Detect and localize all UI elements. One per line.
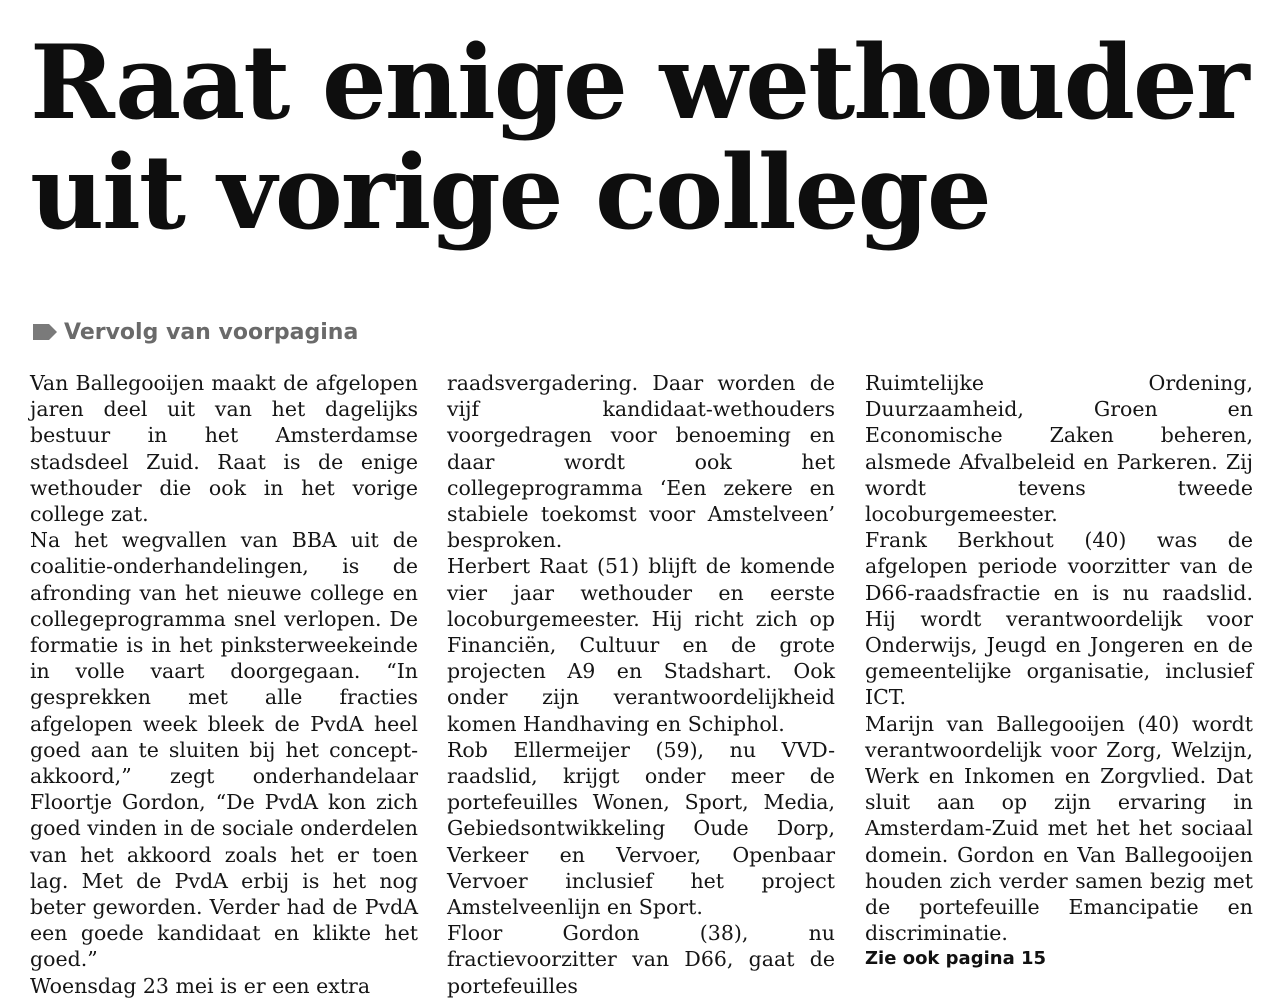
paragraph: Herbert Raat (51) blijft de komende vier jaar wethouder en eerste locoburgemeester. Hij richt zich op Financiën, Cultuur en de grote projecten A9 en Stadshart. Ook onder zijn verantwoordelijkheid komen Handhaving en Schiphol. (447, 554, 835, 736)
paragraph: Van Ballegooijen maakt de afgelopen jaren deel uit van het dagelijks bestuur in het Amsterdamse stadsdeel Zuid. Raat is de enige wethouder die ook in het vorige college zat. (30, 371, 418, 527)
article-column-3 (865, 370, 1253, 973)
arrow-tag-icon (32, 322, 58, 342)
paragraph: Floor Gordon (38), nu fractievoorzitter van D66, gaat de portefeuilles (447, 921, 835, 998)
headline-line-2: uit vorige college (30, 133, 990, 253)
paragraph: Ruimtelijke Ordening, Duurzaamheid, Groen en Economische Zaken beheren, alsmede Afvalbeleid en Parkeren. Zij wordt tevens tweede locoburgemeester. (865, 371, 1253, 527)
paragraph: Rob Ellermeijer (59), nu VVD-raadslid, krijgt onder meer de portefeuilles Wonen, Sport, Media, Gebiedsontwikkeling Oude Dorp, Verkeer en Vervoer, Openbaar Vervoer inclusief het project Amstelveenlijn en Sport. (447, 737, 835, 920)
article-column-2 (447, 370, 835, 999)
kicker-text: Vervolg van voorpagina (64, 319, 359, 345)
headline (30, 23, 1260, 253)
article-body (30, 370, 1253, 998)
see-also-reference: Zie ook pagina 15 (865, 948, 1047, 970)
paragraph: Marijn van Ballegooijen (40) wordt verantwoordelijk voor Zorg, Welzijn, Werk en Inkomen en Zorgvlied. Dat sluit aan op zijn ervaring in Amsterdam-Zuid met het het sociaal domein. Gordon en Van Ballegooijen houden zich verder samen bezig met de portefeuille Emancipatie en discriminatie. (865, 711, 1253, 946)
paragraph: raadsvergadering. Daar worden de vijf kandidaat-wethouders voorgedragen voor benoeming en daar wordt ook het collegeprogramma ‘Een zekere en stabiele toekomst voor Amstelveen’ besproken. (447, 371, 835, 553)
continued-from-front-page (32, 316, 358, 348)
paragraph: Frank Berkhout (40) was de afgelopen periode voorzitter van de D66-raadsfractie en is nu raadslid. Hij wordt verantwoordelijk voor Onderwijs, Jeugd en Jongeren en de gemeentelijke organisatie, inclusief ICT. (865, 528, 1253, 710)
paragraph: Woensdag 23 mei is er een extra (30, 973, 371, 998)
paragraph: Na het wegvallen van BBA uit de coalitie-onderhandelingen, is de afronding van het nieuwe college en collegeprogramma snel verlopen. De formatie is in het pinksterweekeinde in volle vaart doorgegaan. “In gesprekken met alle fracties afgelopen week bleek de PvdA heel goed aan te sluiten bij het concept-akkoord,” zegt onderhandelaar Floortje Gordon, “De PvdA kon zich goed vinden in de sociale onderdelen van het akkoord zoals het er toen lag. Met de PvdA erbij is het nog beter geworden. Verder had de PvdA een goede kandidaat en klikte het goed.” (30, 528, 418, 972)
headline-line-1: Raat enige wethouder (30, 23, 1248, 143)
article-column-1 (30, 370, 418, 999)
